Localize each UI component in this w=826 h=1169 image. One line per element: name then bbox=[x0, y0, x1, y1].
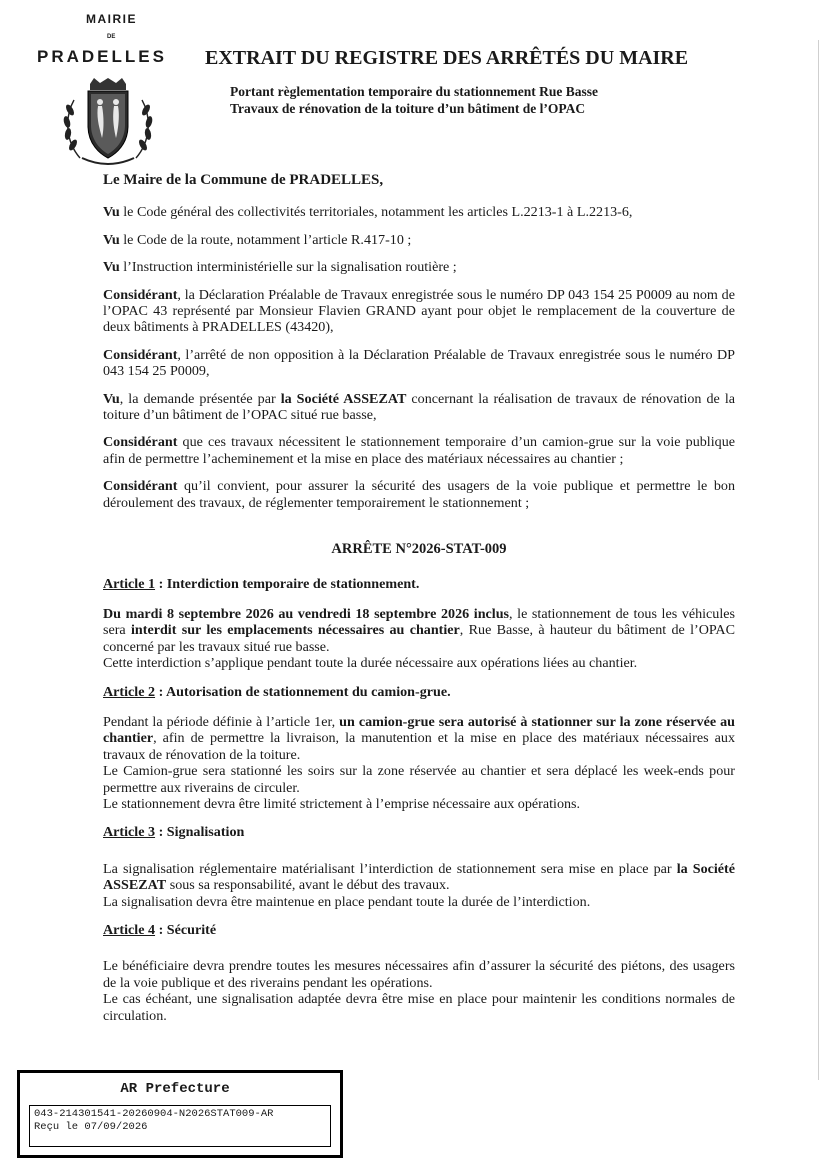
article-2-paragraph-1 bbox=[103, 714, 735, 763]
de-label: DE bbox=[107, 34, 116, 40]
article-3-paragraph-2: La signalisation devra être maintenue en place pendant toute la durée de l’interdiction. bbox=[103, 893, 591, 910]
intro-line: Le Maire de la Commune de PRADELLES, bbox=[103, 172, 384, 188]
article-2-text-a: Pendant la période définie à l’article 1er, bbox=[103, 713, 340, 730]
article-4-paragraph-1: Le bénéficiaire devra prendre toutes les mesures nécessaires afin d’assurer la sécurité des piétons, des usagers de la voie publique et des riverains pendant les opérations. bbox=[103, 958, 735, 991]
article-2-text-b: , afin de permettre la livraison, la manutention et la mise en place des matériaux nécessaires aux travaux de rénovation de la toiture. bbox=[103, 730, 735, 763]
considerant-text: qu’il convient, pour assurer la sécurité des usagers de la voie publique et permettre le bon déroulement des travaux, de réglementer temporairement le stationnement ; bbox=[103, 478, 735, 511]
spacer bbox=[103, 672, 735, 684]
visa-paragraph bbox=[103, 259, 735, 275]
article-3-title: : Signalisation bbox=[155, 824, 245, 841]
coat-of-arms-icon bbox=[58, 78, 158, 166]
visa-text: le Code général des collectivités territoriales, notamment les articles L.2213-1 à L.2213-6, bbox=[119, 204, 633, 221]
visa-text: , la demande présentée par bbox=[119, 390, 281, 407]
visa-lead: Vu bbox=[103, 231, 120, 248]
considerant-paragraph bbox=[103, 287, 735, 336]
stamp-received-date: Reçu le 07/09/2026 bbox=[34, 1121, 148, 1133]
article-4-label: Article 4 bbox=[103, 922, 156, 938]
commune-name: PRADELLES bbox=[37, 47, 167, 66]
spacer bbox=[103, 910, 735, 922]
article-4-title: : Sécurité bbox=[155, 922, 217, 938]
mairie-label: MAIRIE bbox=[86, 12, 137, 26]
considerant-paragraph bbox=[103, 434, 735, 467]
article-2-paragraph-3: Le stationnement devra être limité strictement à l’emprise nécessaire aux opérations. bbox=[103, 795, 581, 812]
article-1-label: Article 1 bbox=[103, 575, 156, 592]
ar-prefecture-stamp bbox=[17, 1070, 343, 1158]
visa-lead: Vu bbox=[103, 390, 120, 407]
considerant-lead: Considérant bbox=[103, 434, 178, 451]
visa-company: la Société ASSEZAT bbox=[280, 390, 407, 407]
document-body bbox=[103, 172, 735, 1024]
considerant-text: que ces travaux nécessitent le stationnement temporaire d’un camion-grue sur la voie publique afin de permettre l’acheminement et la mise en place des matériaux nécessaires au chantier ; bbox=[103, 434, 735, 467]
article-3-text-a: La signalisation réglementaire matérialisant l’interdiction de stationnement sera mise en place par bbox=[103, 860, 677, 877]
stamp-reference-box bbox=[29, 1105, 331, 1147]
considerant-paragraph bbox=[103, 347, 735, 380]
article-3-paragraph-1 bbox=[103, 861, 735, 894]
article-1-paragraph-2: Cette interdiction s’applique pendant toute la durée nécessaire aux opérations liées au chantier. bbox=[103, 655, 638, 672]
visa-paragraph bbox=[103, 204, 735, 220]
article-4-paragraph-2: Le cas échéant, une signalisation adaptée devra être mise en place pour maintenir les conditions normales de circulation. bbox=[103, 991, 735, 1024]
article-2-paragraph-2: Le Camion-grue sera stationné les soirs sur la zone réservée au chantier et sera déplacé les week-ends pour permettre aux riverains de circuler. bbox=[103, 763, 735, 796]
considerant-lead: Considérant bbox=[103, 286, 178, 303]
visa-text: l’Instruction interministérielle sur la signalisation routière ; bbox=[119, 259, 457, 276]
article-4-heading bbox=[103, 922, 735, 938]
visa-lead: Vu bbox=[103, 204, 120, 221]
visa-lead: Vu bbox=[103, 259, 120, 276]
considerant-lead: Considérant bbox=[103, 478, 178, 495]
stamp-title: AR Prefecture bbox=[120, 1081, 230, 1097]
article-1-text-b: , Rue Basse, à hauteur du bâtiment de l’OPAC concerné par les travaux situé rue basse. bbox=[103, 622, 735, 655]
article-3-company: la Société ASSEZAT bbox=[103, 860, 735, 894]
article-3-heading bbox=[103, 824, 735, 840]
considerant-paragraph bbox=[103, 478, 735, 511]
page-title: EXTRAIT DU REGISTRE DES ARRÊTÉS DU MAIRE bbox=[205, 47, 689, 69]
visa-text-continued: concernant la réalisation de travaux de rénovation de la toiture d’un bâtiment de l’OPAC situé rue basse, bbox=[103, 390, 735, 424]
considerant-text: , la Déclaration Préalable de Travaux enregistrée sous le numéro DP 043 154 25 P0009 au nom de l’OPAC 43 représenté par Monsieur Flavien GRAND ayant pour objet le remplacement de la couverture de deux bâtiments à PRADELLES (43420), bbox=[103, 286, 735, 336]
article-2-heading bbox=[103, 684, 735, 700]
article-1-text-a: , le stationnement de tous les véhicules sera bbox=[103, 605, 735, 639]
subtitle-line-2: Travaux de rénovation de la toiture d’un bâtiment de l’OPAC bbox=[230, 101, 586, 116]
stamp-reference: 043-214301541-20260904-N2026STAT009-AR bbox=[34, 1108, 274, 1120]
visa-paragraph bbox=[103, 391, 735, 424]
scan-edge-divider bbox=[818, 40, 819, 1080]
considerant-text: , l’arrêté de non opposition à la Déclaration Préalable de Travaux enregistrée sous le numéro DP 043 154 25 P0009, bbox=[103, 346, 735, 380]
article-1-emphasis: interdit sur les emplacements nécessaires au chantier bbox=[131, 622, 460, 639]
article-3-label: Article 3 bbox=[103, 824, 156, 841]
article-1-dates: Du mardi 8 septembre 2026 au vendredi 18 septembre 2026 inclus bbox=[103, 605, 510, 622]
article-1-paragraph-1 bbox=[103, 606, 735, 655]
article-1-heading bbox=[103, 576, 735, 592]
article-2-title: : Autorisation de stationnement du camion-grue. bbox=[155, 683, 451, 700]
visa-text: le Code de la route, notamment l’article R.417-10 ; bbox=[119, 231, 412, 248]
article-3-text-b: sous sa responsabilité, avant le début des travaux. bbox=[166, 877, 450, 894]
article-2-emphasis: un camion-grue sera autorisé à stationner sur la zone réservée au chantier bbox=[103, 713, 735, 747]
visa-paragraph bbox=[103, 232, 735, 248]
article-2-label: Article 2 bbox=[103, 683, 156, 700]
spacer bbox=[103, 812, 735, 824]
article-1-title: : Interdiction temporaire de stationnement. bbox=[155, 575, 420, 592]
considerant-lead: Considérant bbox=[103, 346, 178, 363]
subtitle-line-1: Portant règlementation temporaire du stationnement Rue Basse bbox=[230, 84, 598, 99]
arrete-heading: ARRÊTE N°2026-STAT-009 bbox=[331, 541, 507, 558]
